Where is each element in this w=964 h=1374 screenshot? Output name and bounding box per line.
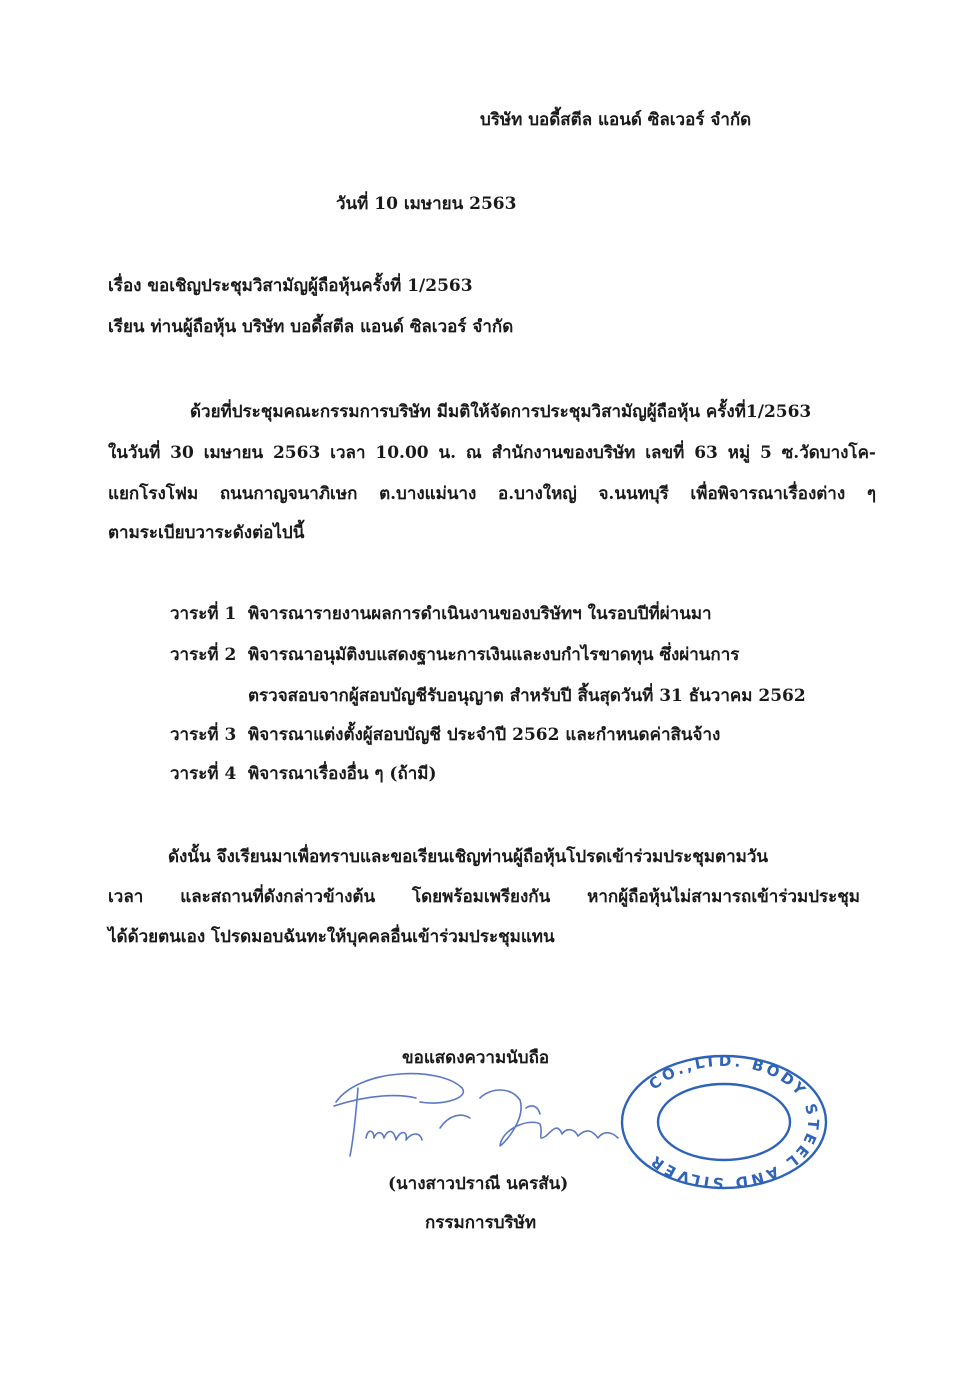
- agenda-number: วาระที่ 2: [170, 645, 237, 665]
- company-header: บริษัท บอดี้สตีล แอนด์ ซิลเวอร์ จำกัด: [480, 110, 752, 130]
- agenda-item-text: พิจารณาอนุมัติงบแสดงฐานะการเงินและงบกำไรขาดทุน ซึ่งผ่านการ: [248, 645, 740, 665]
- body-line-1: ด้วยที่ประชุมคณะกรรมการบริษัท มีมติให้จัดการประชุมวิสามัญผู้ถือหุ้น ครั้งที่1/2563: [190, 402, 812, 422]
- letter-subject: เรื่อง ขอเชิญประชุมวิสามัญผู้ถือหุ้นครั้งที่ 1/2563: [108, 276, 473, 296]
- closing-line-3: ได้ด้วยตนเอง โปรดมอบฉันทะให้บุคคลอื่นเข้าร่วมประชุมแทน: [108, 927, 555, 947]
- agenda-number: วาระที่ 4: [170, 764, 237, 784]
- company-seal: [618, 1052, 830, 1192]
- closing-line-2: เวลา และสถานที่ดังกล่าวข้างต้น โดยพร้อมเพรียงกัน หากผู้ถือหุ้นไม่สามารถเข้าร่วมประชุม: [108, 887, 860, 907]
- signer-name: (นางสาวปราณี นครสัน): [388, 1174, 569, 1194]
- regards: ขอแสดงความนับถือ: [402, 1048, 550, 1068]
- svg-text:CO.,LTD. BODY STEEL AND SILVER: CO.,LTD. BODY STEEL AND SILVER: [645, 1052, 823, 1192]
- closing-line-1: ดังนั้น จึงเรียนมาเพื่อทราบและขอเรียนเชิญท่านผู้ถือหุ้นโปรดเข้าร่วมประชุมตามวัน: [168, 847, 769, 867]
- body-line-3: แยกโรงโฟม ถนนกาญจนาภิเษก ต.บางแม่นาง อ.บางใหญ่ จ.นนทบุรี เพื่อพิจารณาเรื่องต่าง ๆ: [108, 484, 876, 504]
- agenda-number: วาระที่ 3: [170, 725, 237, 745]
- letter-recipient: เรียน ท่านผู้ถือหุ้น บริษัท บอดี้สตีล แอนด์ ซิลเวอร์ จำกัด: [108, 317, 514, 337]
- body-line-2: ในวันที่ 30 เมษายน 2563 เวลา 10.00 น. ณ สำนักงานของบริษัท เลขที่ 63 หมู่ 5 ซ.วัดบางโค-: [108, 443, 876, 463]
- agenda-number: วาระที่ 1: [170, 604, 237, 624]
- letter-date: วันที่ 10 เมษายน 2563: [336, 194, 517, 214]
- agenda-item-text: พิจารณาเรื่องอื่น ๆ (ถ้ามี): [248, 764, 437, 784]
- body-line-4: ตามระเบียบวาระดังต่อไปนี้: [108, 523, 305, 543]
- agenda-item-text: ตรวจสอบจากผู้สอบบัญชีรับอนุญาต สำหรับปี สิ้นสุดวันที่ 31 ธันวาคม 2562: [248, 686, 806, 706]
- handwritten-signature: [330, 1058, 640, 1168]
- signer-title: กรรมการบริษัท: [425, 1213, 537, 1233]
- agenda-item-text: พิจารณารายงานผลการดำเนินงานของบริษัทฯ ในรอบปีที่ผ่านมา: [248, 604, 712, 624]
- agenda-item-text: พิจารณาแต่งตั้งผู้สอบบัญชี ประจำปี 2562 และกำหนดค่าสินจ้าง: [248, 725, 721, 745]
